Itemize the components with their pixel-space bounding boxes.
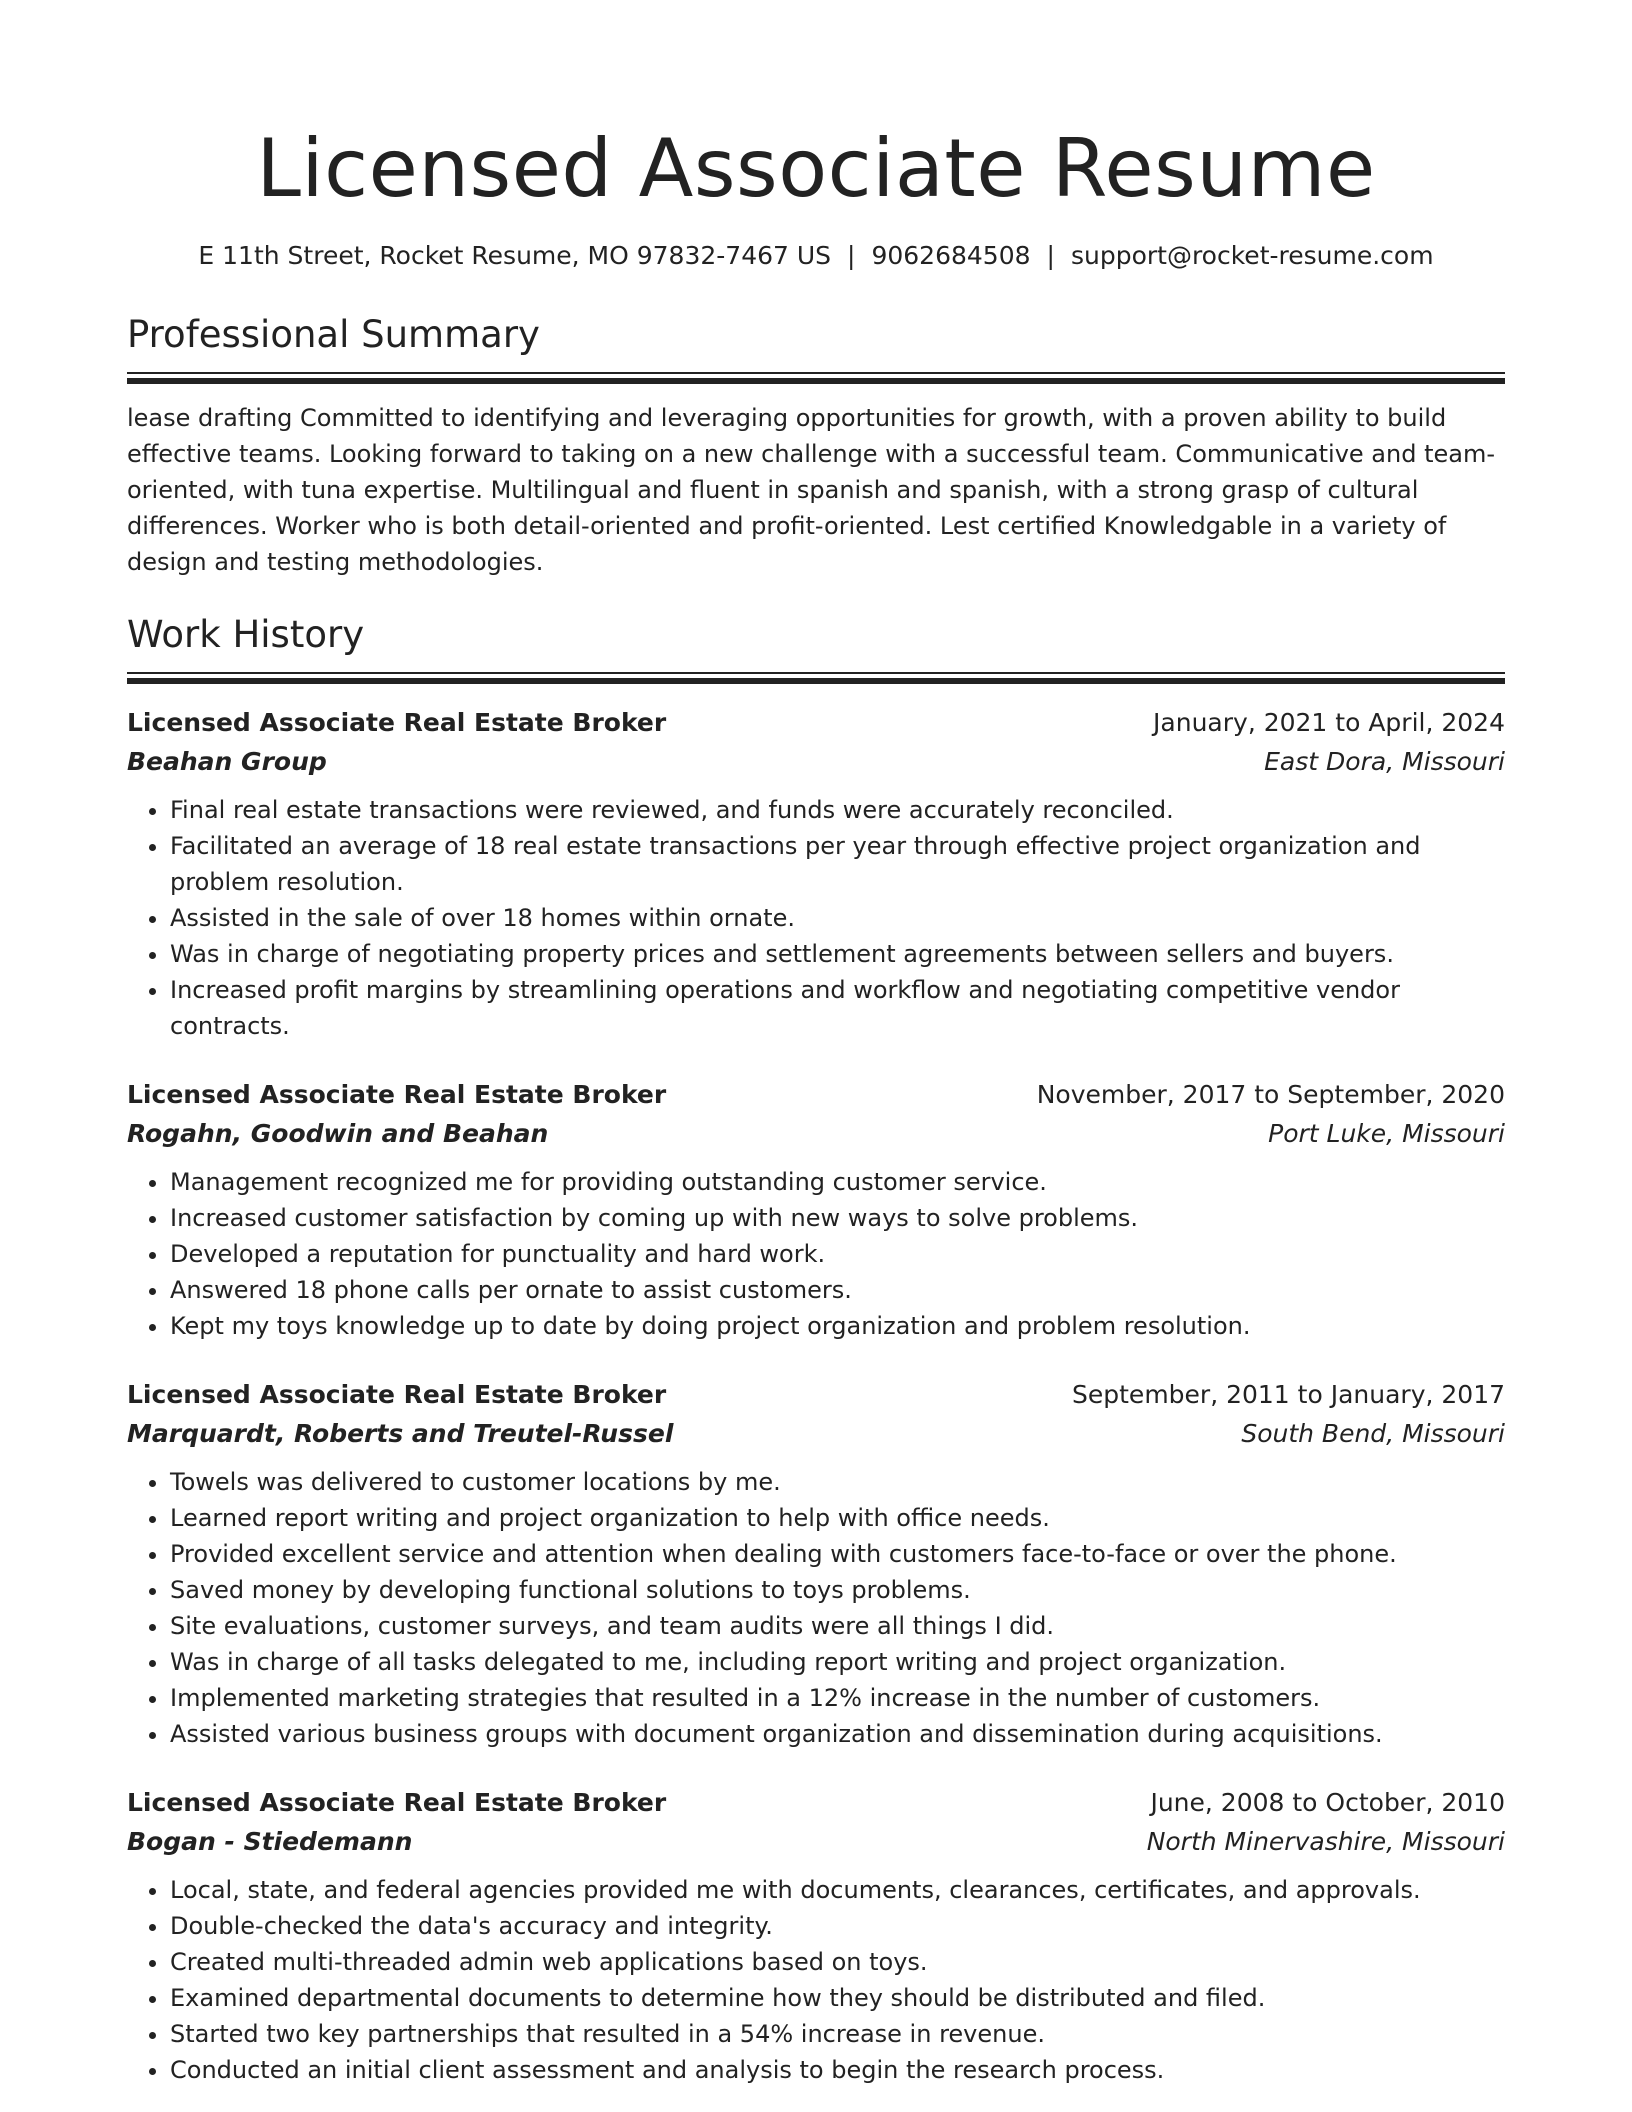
job-bullet: • Implemented marketing strategies that resulted in a 12% increase in the number of customers. [170,1680,1505,1716]
job-location: North Minervashire, Missouri [1146,1827,1505,1856]
job-entry [127,1784,1505,2088]
job-bullet: • Started two key partnerships that resulted in a 54% increase in revenue. [170,2016,1505,2052]
job-title: Licensed Associate Real Estate Broker [127,708,667,737]
job-bullet: • Double-checked the data's accuracy and integrity. [170,1908,1505,1944]
job-bullet: • Was in charge of negotiating property prices and settlement agreements between sellers and buyers. [170,936,1505,972]
professional-summary-section [127,310,1505,580]
contact-separator: | [1046,241,1055,270]
job-dates: January, 2021 to April, 2024 [1153,708,1505,737]
job-location: South Bend, Missouri [1241,1419,1505,1448]
work-history-section [127,610,1505,2088]
contact-phone: 9062684508 [871,241,1031,270]
contact-address: E 11th Street, Rocket Resume, MO 97832-7467 US [198,241,832,270]
job-header-row [127,1076,1505,1114]
job-bullet: • Increased customer satisfaction by coming up with new ways to solve problems. [170,1200,1505,1236]
job-bullet: • Created multi-threaded admin web applications based on toys. [170,1944,1505,1980]
job-bullet: • Assisted various business groups with document organization and dissemination during acquisitions. [170,1716,1505,1752]
job-bullet: • Saved money by developing functional solutions to toys problems. [170,1572,1505,1608]
contact-separator: | [847,241,856,270]
job-bullet: • Final real estate transactions were reviewed, and funds were accurately reconciled. [170,792,1505,828]
job-bullet: • Management recognized me for providing outstanding customer service. [170,1164,1505,1200]
job-bullet-list [127,1872,1505,2088]
resume-title: Licensed Associate Resume [256,122,1376,215]
job-header-row [127,704,1505,742]
job-company: Bogan - Stiedemann [127,1827,413,1856]
job-bullet: • Was in charge of all tasks delegated to me, including report writing and project organization. [170,1644,1505,1680]
job-title: Licensed Associate Real Estate Broker [127,1788,667,1817]
job-company-row [127,1114,1505,1154]
job-bullet: • Conducted an initial client assessment and analysis to begin the research process. [170,2052,1505,2088]
job-bullet: • Developed a reputation for punctuality and hard work. [170,1236,1505,1272]
job-bullet: • Examined departmental documents to determine how they should be distributed and filed. [170,1980,1505,2016]
job-bullet: • Site evaluations, customer surveys, and team audits were all things I did. [170,1608,1505,1644]
contact-line [127,238,1505,274]
job-company-row [127,1822,1505,1862]
job-company-row [127,1414,1505,1454]
section-heading-work-history: Work History [127,613,365,656]
job-header-row [127,1784,1505,1822]
summary-text: lease drafting Committed to identifying and leveraging opportunities for growth, with a proven ability to build effective teams. Looking forward to taking on a new challenge with a successful team. Communicative and team-oriented, with tuna expertise. Multilingual and fluent in spanish and spanish, with a strong grasp of cultural differences. Worker who is both detail-oriented and profit-oriented. Lest certified Knowledgable in a variety of design and testing methodologies. [127,404,1495,576]
section-divider [127,372,1505,384]
job-bullet: • Kept my toys knowledge up to date by doing project organization and problem resolution. [170,1308,1505,1344]
job-company: Rogahn, Goodwin and Beahan [127,1119,549,1148]
job-dates: September, 2011 to January, 2017 [1072,1380,1505,1409]
job-bullet: • Facilitated an average of 18 real estate transactions per year through effective project organization and problem resolution. [170,828,1505,900]
job-location: East Dora, Missouri [1264,747,1505,776]
job-title: Licensed Associate Real Estate Broker [127,1080,667,1109]
job-entry [127,1076,1505,1344]
job-bullet-list [127,1464,1505,1752]
job-entry [127,1376,1505,1752]
job-location: Port Luke, Missouri [1268,1119,1505,1148]
job-bullet-list [127,1164,1505,1344]
job-bullet: • Answered 18 phone calls per ornate to assist customers. [170,1272,1505,1308]
job-company: Marquardt, Roberts and Treutel-Russel [127,1419,674,1448]
job-bullet: • Local, state, and federal agencies provided me with documents, clearances, certificates, and approvals. [170,1872,1505,1908]
job-bullet-list [127,792,1505,1044]
contact-email: support@rocket-resume.com [1070,241,1434,270]
section-heading-summary: Professional Summary [127,313,540,356]
job-bullet: • Learned report writing and project organization to help with office needs. [170,1500,1505,1536]
job-company-row [127,742,1505,782]
job-entry [127,704,1505,1044]
job-title: Licensed Associate Real Estate Broker [127,1380,667,1409]
job-bullet: • Provided excellent service and attention when dealing with customers face-to-face or over the phone. [170,1536,1505,1572]
job-bullet: • Towels was delivered to customer locations by me. [170,1464,1505,1500]
job-dates: June, 2008 to October, 2010 [1150,1788,1505,1817]
job-dates: November, 2017 to September, 2020 [1036,1080,1505,1109]
job-company: Beahan Group [127,747,327,776]
job-bullet: • Assisted in the sale of over 18 homes within ornate. [170,900,1505,936]
section-divider [127,672,1505,684]
job-bullet: • Increased profit margins by streamlining operations and workflow and negotiating competitive vendor contracts. [170,972,1505,1044]
job-header-row [127,1376,1505,1414]
